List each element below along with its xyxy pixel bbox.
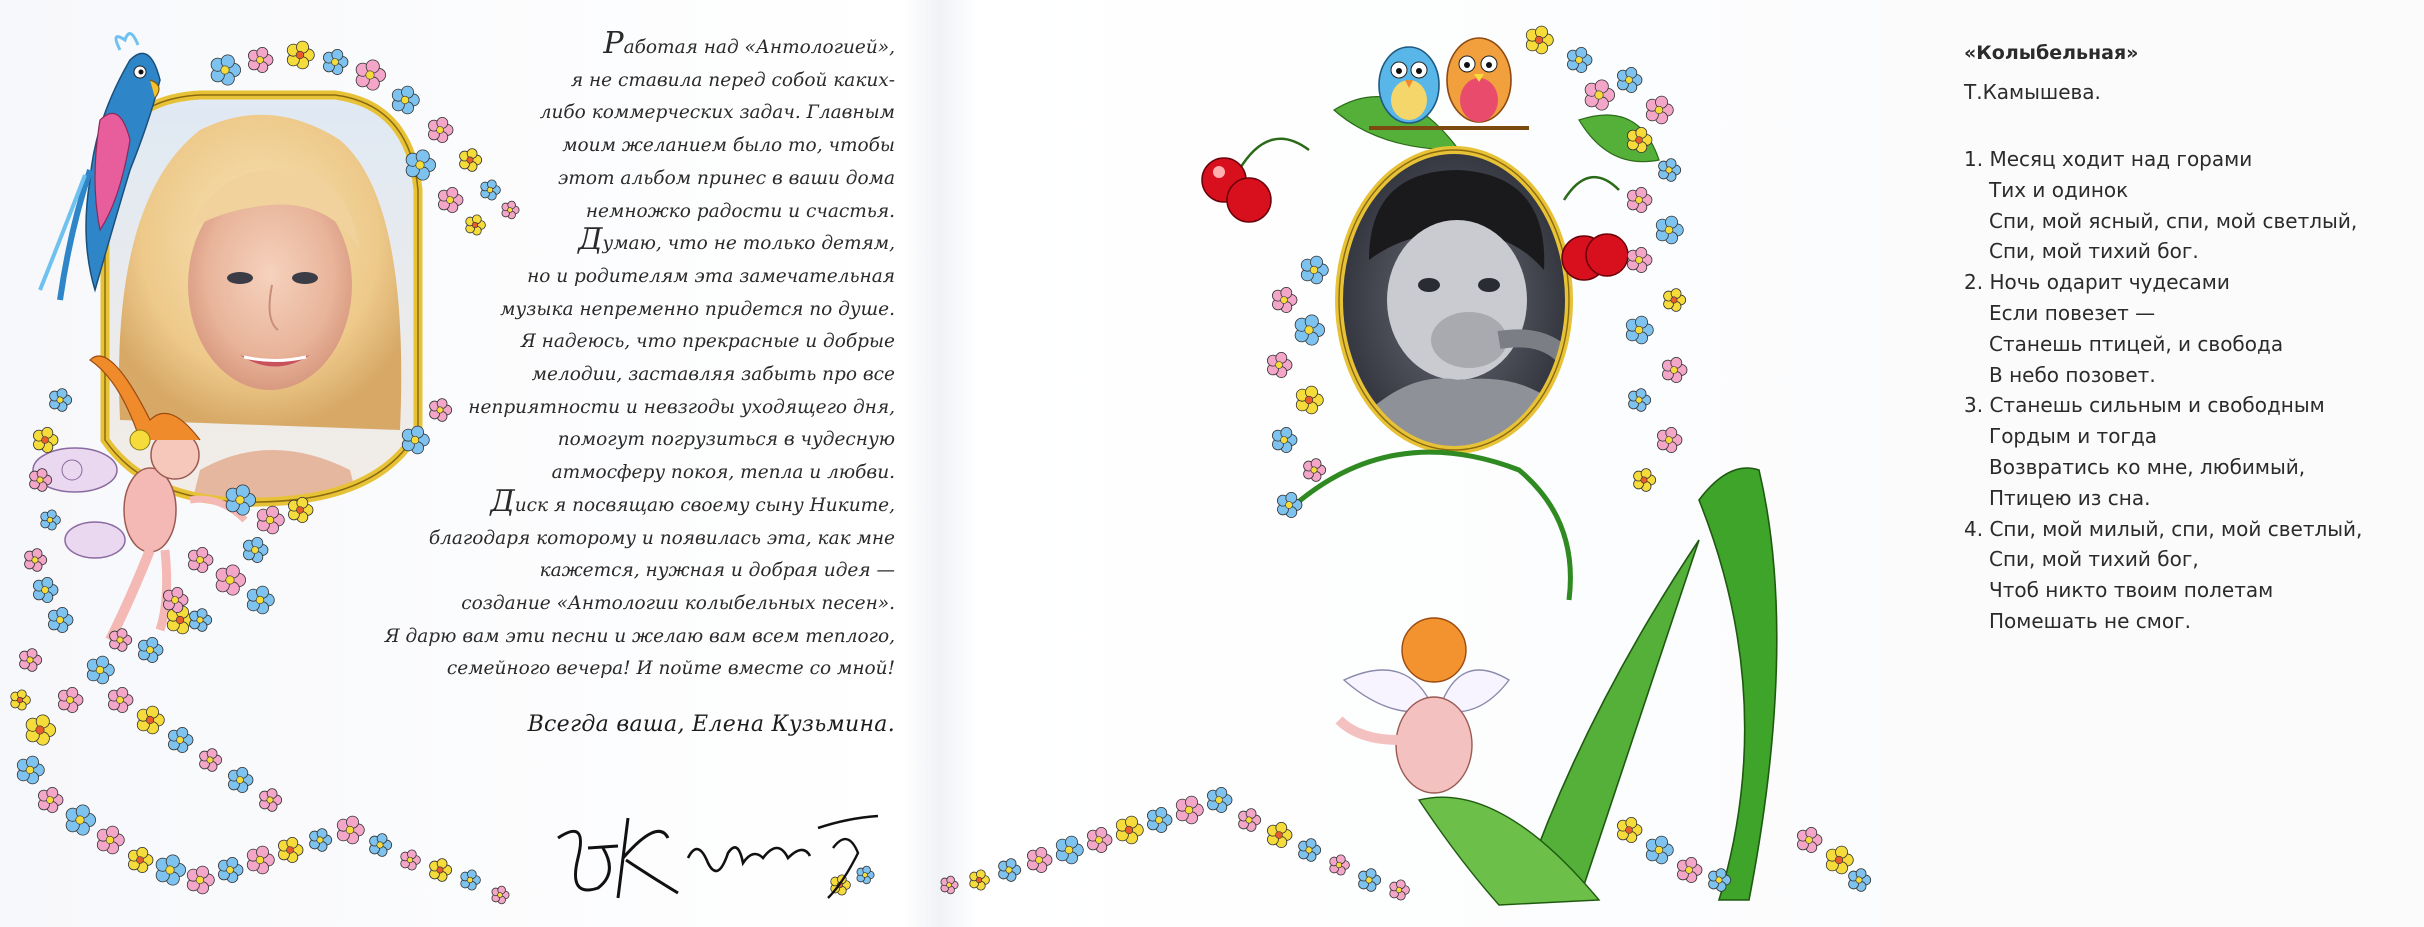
- flower-icon: [211, 55, 240, 85]
- flower-icon: [1627, 187, 1652, 212]
- flower-icon: [461, 870, 481, 890]
- flower-icon: [156, 855, 185, 885]
- flower-icon: [25, 549, 47, 572]
- flower-icon: [41, 510, 61, 530]
- left-page: [0, 0, 939, 927]
- owls-icon: [1369, 38, 1529, 128]
- flower-icon: [1272, 427, 1297, 452]
- flower-icon: [66, 805, 95, 835]
- flower-icon: [1299, 839, 1321, 862]
- verse-line: Птицею из сна.: [1989, 485, 2151, 510]
- flower-icon: [190, 609, 212, 632]
- flower-icon: [941, 876, 958, 894]
- letter-line: моим желанием было то, чтобы: [562, 135, 895, 157]
- drop-cap: Р: [603, 26, 624, 61]
- flower-icon: [1056, 836, 1083, 864]
- flower-icon: [108, 687, 133, 712]
- letter-line: помогут погрузиться в чудесную: [557, 429, 895, 451]
- letter-line: музыка непременно придется по душе.: [500, 298, 895, 320]
- flower-icon: [1239, 809, 1261, 832]
- flower-icon: [1267, 822, 1292, 847]
- flower-icon: [1646, 836, 1673, 864]
- verse-line: 4. Спи, мой милый, спи, мой светлый,: [1964, 516, 2363, 541]
- flower-icon: [200, 749, 222, 772]
- flower-icon: [26, 715, 55, 745]
- flower-icon: [248, 47, 273, 72]
- verse-line: Помешать не смог.: [1989, 608, 2191, 633]
- letter-line: семейного вечера! И пойте вместе со мной!: [446, 658, 895, 680]
- letter-line: Я дарю вам эти песни и желаю вам всем теплого,: [384, 625, 895, 647]
- flower-icon: [1677, 857, 1702, 882]
- flower-icon: [1826, 846, 1853, 874]
- flower-icon: [17, 756, 44, 784]
- flower-icon: [1646, 96, 1673, 124]
- flower-icon: [168, 727, 193, 752]
- flower-icon: [1585, 80, 1614, 110]
- flower-icon: [48, 607, 73, 632]
- verse-number: 1.: [1964, 147, 1990, 171]
- flower-icon: [247, 586, 274, 614]
- verse-line: Тих и одинок: [1989, 177, 2129, 202]
- flower-icon: [33, 577, 58, 602]
- flower-icon: [1634, 469, 1656, 492]
- song-lyrics: [1964, 42, 2424, 637]
- flower-icon: [1664, 289, 1686, 312]
- flower-icon: [1330, 855, 1350, 875]
- drop-cap: Д: [490, 483, 515, 519]
- child-photo: [1334, 140, 1579, 460]
- letter-line: либо коммерческих задач. Главным: [539, 102, 895, 124]
- flower-icon: [337, 816, 364, 844]
- verse-line: В небо позовет.: [1989, 362, 2156, 387]
- right-page-illustration: [939, 0, 1879, 927]
- flower-icon: [260, 789, 282, 812]
- verse-line: 1. Месяц ходит над горами: [1964, 147, 2253, 171]
- flower-icon: [1617, 67, 1642, 92]
- flower-icon: [1359, 869, 1381, 892]
- flower-icon: [218, 857, 243, 882]
- flower-icon: [1526, 26, 1553, 54]
- letter-line: Работая над «Антологией»,: [603, 26, 895, 61]
- letter-line: я не ставила перед собой каких-: [570, 69, 895, 91]
- flower-icon: [38, 787, 63, 812]
- verse-line: 3. Станешь сильным и свободным: [1964, 393, 2325, 418]
- flower-icon: [110, 629, 132, 652]
- intro-letter: [380, 26, 895, 686]
- letter-line: Диск я посвящаю своему сыну Никите,: [490, 483, 895, 519]
- flower-icon: [1267, 352, 1292, 377]
- flower-icon: [1147, 807, 1172, 832]
- flower-icon: [1567, 47, 1592, 72]
- flower-icon: [970, 870, 990, 890]
- flower-icon: [310, 829, 332, 852]
- flower-icon: [1659, 159, 1681, 182]
- verse-line: Гордым и тогда: [1989, 424, 2158, 449]
- flower-icon: [1301, 256, 1328, 284]
- flower-icon: [137, 706, 164, 734]
- handwritten-signature: [548, 778, 888, 908]
- verse-line: Спи, мой ясный, спи, мой светлый,: [1989, 208, 2358, 233]
- flower-icon: [1277, 492, 1302, 517]
- closing-line: Всегда ваша, Елена Кузьмина.: [527, 712, 895, 737]
- drop-cap: Д: [578, 222, 603, 258]
- verse-line: Чтоб никто твоим полетам: [1989, 578, 2274, 603]
- flower-icon: [401, 850, 421, 870]
- flower-icon: [1207, 787, 1232, 812]
- flower-icon: [1390, 880, 1410, 900]
- flower-icon: [247, 846, 274, 874]
- flower-icon: [1657, 427, 1682, 452]
- flower-icon: [11, 690, 31, 710]
- letter-line: кажется, нужная и добрая идея —: [539, 560, 895, 582]
- song-author: Т.Камышева.: [1964, 80, 2101, 104]
- letter-line: но и родителям эта замечательная: [527, 265, 895, 287]
- flower-icon: [138, 637, 163, 662]
- flower-icon: [187, 866, 214, 894]
- song-title: «Колыбельная»: [1964, 42, 2139, 64]
- verse-line: Если повезет —: [1989, 300, 2156, 325]
- verse-line: Спи, мой тихий бог,: [1989, 547, 2199, 572]
- flower-icon: [1797, 827, 1822, 852]
- verse-line: Станешь птицей, и свобода: [1989, 331, 2284, 356]
- flower-icon: [50, 389, 72, 412]
- flower-icon: [999, 859, 1021, 882]
- flower-icon: [128, 847, 153, 872]
- letter-line: немножко радости и счастья.: [585, 200, 895, 222]
- flower-icon: [228, 767, 253, 792]
- verse-line: 2. Ночь одарит чудесами: [1964, 270, 2230, 295]
- flower-icon: [1295, 315, 1324, 345]
- letter-line: мелодии, заставляя забыть про все: [531, 364, 895, 386]
- flower-icon: [58, 687, 83, 712]
- flower-icon: [20, 649, 42, 672]
- flower-icon: [1087, 827, 1112, 852]
- flower-icon: [1296, 386, 1323, 414]
- verse-number: 3.: [1964, 393, 1990, 418]
- flower-icon: [1849, 869, 1871, 892]
- flower-icon: [1627, 247, 1652, 272]
- flower-icon: [243, 537, 268, 562]
- flower-icon: [1656, 216, 1683, 244]
- flower-icon: [492, 886, 509, 904]
- verse-line: Возвратись ко мне, любимый,: [1989, 454, 2306, 479]
- verses: [1964, 144, 2424, 637]
- letter-line: этот альбом принес в ваши дома: [557, 167, 895, 189]
- flower-icon: [87, 656, 114, 684]
- flower-icon: [370, 834, 392, 857]
- flower-icon: [1662, 357, 1687, 382]
- letter-line: Я надеюсь, что прекрасные и добрые: [520, 331, 895, 353]
- flower-icon: [278, 837, 303, 862]
- flower-icon: [287, 41, 314, 69]
- flower-icon: [216, 565, 245, 595]
- flower-icon: [1116, 816, 1143, 844]
- letter-line: Думаю, что не только детям,: [578, 222, 895, 258]
- letter-line: неприятности и невзгоды уходящего дня,: [468, 396, 895, 418]
- letter-line: атмосферу покоя, тепла и любви.: [551, 462, 895, 484]
- right-page: [939, 0, 2363, 927]
- flower-icon: [1629, 389, 1651, 412]
- letter-line: благодаря которому и появилась эта, как мне: [428, 527, 895, 549]
- flower-icon: [1272, 287, 1297, 312]
- flower-icon: [430, 859, 452, 882]
- letter-line: создание «Антологии колыбельных песен».: [461, 592, 895, 614]
- flower-icon: [1304, 459, 1326, 482]
- verse-line: Спи, мой тихий бог.: [1989, 239, 2199, 264]
- flower-icon: [1027, 847, 1052, 872]
- verse-number: 4.: [1964, 516, 1990, 541]
- verse-number: 2.: [1964, 270, 1990, 295]
- flower-icon: [1626, 316, 1653, 344]
- cherub-icon: [1339, 618, 1509, 793]
- flower-icon: [97, 826, 124, 854]
- flower-icon: [323, 49, 348, 74]
- flower-icon: [33, 427, 58, 452]
- flower-icon: [257, 506, 284, 534]
- flower-icon: [188, 547, 213, 572]
- flower-icon: [1617, 817, 1642, 842]
- flower-icon: [1176, 796, 1203, 824]
